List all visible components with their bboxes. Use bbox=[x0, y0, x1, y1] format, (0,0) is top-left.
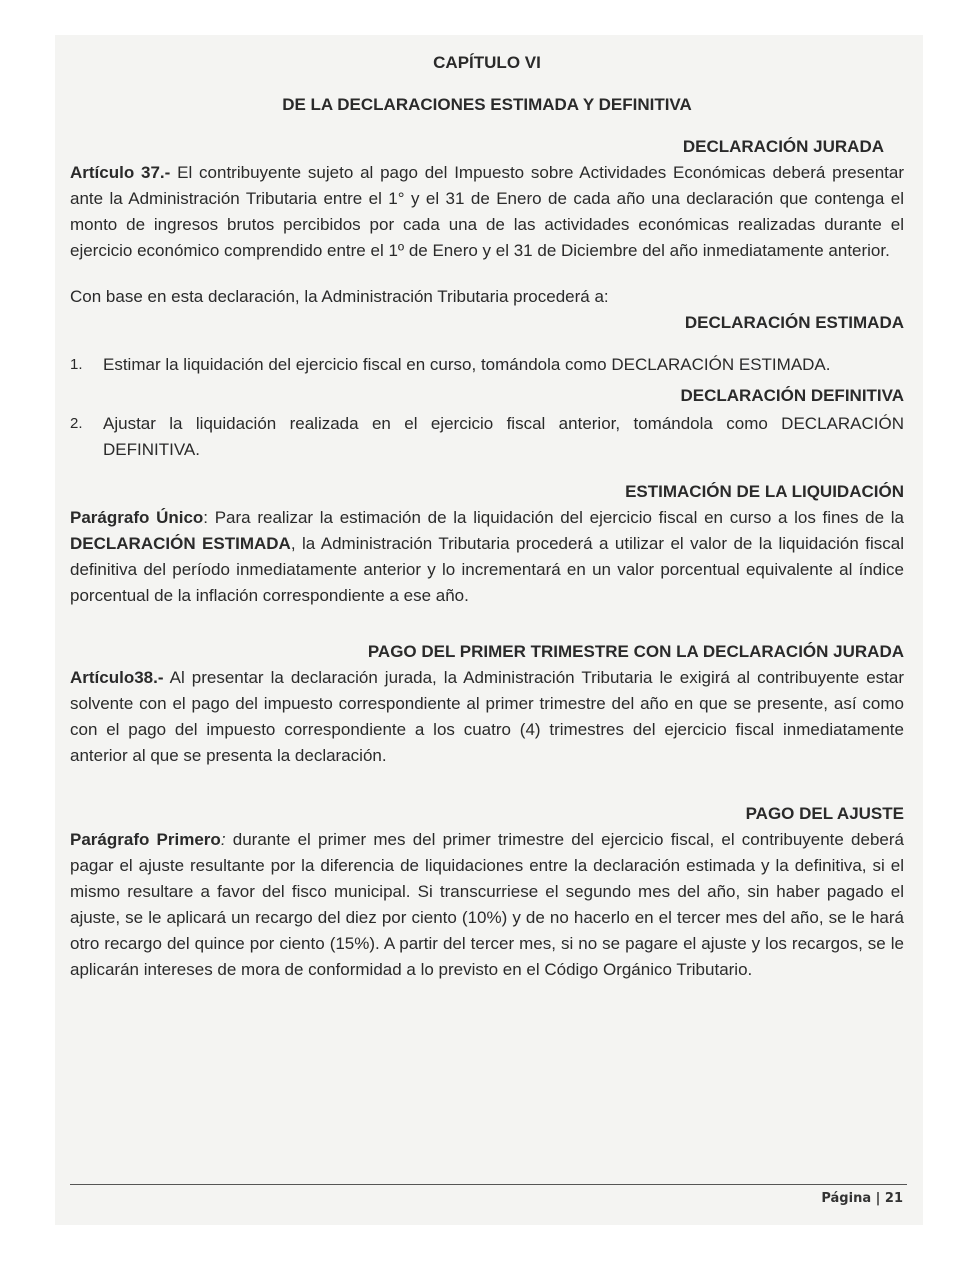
chapter-title: CAPÍTULO VI bbox=[433, 53, 541, 72]
page-number: Página | 21 bbox=[821, 1191, 903, 1206]
heading-estimacion-liquidacion: ESTIMACIÓN DE LA LIQUIDACIÓN bbox=[625, 482, 904, 501]
list-item-1-number: 1. bbox=[70, 356, 83, 373]
list-item-2-text: Ajustar la liquidación realizada en el ejercicio fiscal anterior, tomándola como DECLARACIÓN DEFINITIVA. bbox=[103, 414, 904, 459]
article-37 bbox=[70, 160, 904, 264]
list-item-2-number: 2. bbox=[70, 415, 83, 432]
heading-declaracion-estimada: DECLARACIÓN ESTIMADA bbox=[684, 313, 904, 332]
article-38 bbox=[70, 665, 904, 769]
document-page bbox=[55, 35, 923, 1225]
heading-pago-ajuste: PAGO DEL AJUSTE bbox=[745, 804, 904, 823]
heading-pago-primer-trimestre: PAGO DEL PRIMER TRIMESTRE CON LA DECLARACIÓN JURADA bbox=[367, 642, 904, 661]
paragrafo-unico-text-a: : Para realizar la estimación de la liquidación del ejercicio fiscal en curso a los fines de la bbox=[203, 508, 905, 527]
con-base-paragraph: Con base en esta declaración, la Administración Tributaria procederá a: bbox=[70, 287, 609, 306]
paragrafo-unico-text-b: , la Administración Tributaria procederá a utilizar el valor de la liquidación fiscal definitiva del período inmediatamente anterior y lo incrementará en un valor porcentual equivalente al índice porcentual de la inflación correspondiente a ese año. bbox=[70, 534, 905, 605]
article-38-label: Artículo38.- bbox=[70, 668, 164, 687]
paragrafo-primero bbox=[70, 827, 904, 983]
article-37-label: Artículo 37.- bbox=[70, 163, 171, 182]
list-item-2 bbox=[70, 411, 904, 463]
paragrafo-unico-bold: DECLARACIÓN ESTIMADA bbox=[70, 534, 291, 553]
chapter-subtitle: DE LA DECLARACIONES ESTIMADA Y DEFINITIVA bbox=[282, 95, 692, 114]
heading-declaracion-definitiva: DECLARACIÓN DEFINITIVA bbox=[680, 386, 904, 405]
footer-divider bbox=[70, 1184, 907, 1185]
paragrafo-primero-text: durante el primer mes del primer trimestre del ejercicio fiscal, el contribuyente deberá pagar el ajuste resultante por la diferencia de liquidaciones entre la declaración estimada y la definitiva, si el mismo resultare a favor del fisco municipal. Si transcurriese el segundo mes del año, sin haber pagado el ajuste, se le aplicará un recargo del diez por ciento (10%) y de no hacerlo en el tercer mes del año, se le hará otro recargo del quince por ciento (15%). A partir del tercer mes, si no se pagare el ajuste y los recargos, se le aplicarán intereses de mora de conformidad a lo previsto en el Código Orgánico Tributario. bbox=[70, 830, 904, 979]
paragrafo-primero-label: Parágrafo Primero bbox=[70, 830, 221, 849]
paragrafo-primero-colon: : bbox=[220, 830, 226, 849]
heading-declaracion-jurada: DECLARACIÓN JURADA bbox=[682, 137, 884, 156]
list-item-1-text: Estimar la liquidación del ejercicio fiscal en curso, tomándola como DECLARACIÓN ESTIMADA. bbox=[103, 355, 831, 374]
paragrafo-unico bbox=[70, 505, 904, 609]
article-37-text: El contribuyente sujeto al pago del Impuesto sobre Actividades Económicas deberá presentar ante la Administración Tributaria entre el 1° y el 31 de Enero de cada año una declaración que contenga el monto de ingresos brutos percibidos por cada una de las actividades económicas realizadas durante el ejercicio económico comprendido entre el 1º de Enero y el 31 de Diciembre del año inmediatamente anterior. bbox=[70, 163, 904, 260]
article-38-text: Al presentar la declaración jurada, la Administración Tributaria le exigirá al contribuyente estar solvente con el pago del impuesto correspondiente al primer trimestre del año en que se presente, así como con el pago del impuesto correspondiente a los cuatro (4) trimestres del ejercicio fiscal inmediatamente anterior al que se presenta la declaración. bbox=[70, 668, 904, 765]
list-item-1 bbox=[70, 352, 904, 378]
paragrafo-unico-label: Parágrafo Único bbox=[70, 508, 204, 527]
page-content bbox=[70, 47, 904, 983]
